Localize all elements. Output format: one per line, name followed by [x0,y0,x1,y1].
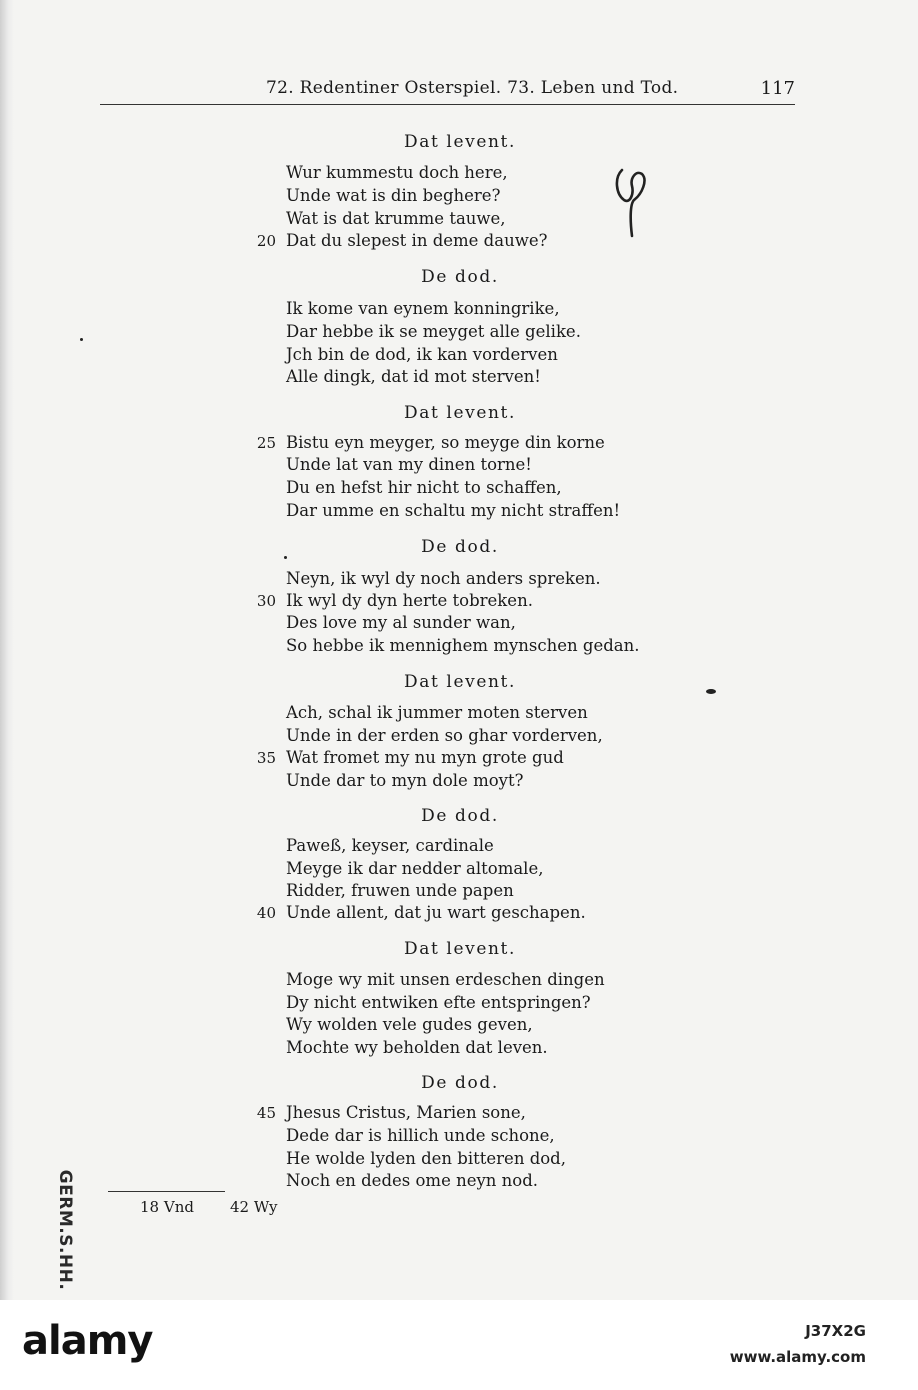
library-stamp-text: GERM.S.HH. [55,1169,75,1291]
verse-line: Unde in der erden so ghar vorderven, [286,726,603,745]
footnote: 42 Wy [230,1198,278,1216]
speaker-heading: Dat levent. [404,672,516,692]
scan-speck [80,338,83,341]
verse-line: Bistu eyn meyger, so meyge din korne [286,433,605,452]
footnote: 18 Vnd [140,1198,194,1216]
binding-edge [0,0,14,1300]
verse-line: Jch bin de dod, ik kan vorderven [286,345,558,364]
verse-line: Noch en dedes ome neyn nod. [286,1171,539,1190]
verse-line: So hebbe ik mennighem mynschen gedan. [286,636,640,655]
verse-line: Dar umme en schaltu my nicht straffen! [286,501,621,520]
verse-line: Wur kummestu doch here, [286,163,508,182]
speaker-heading: De dod. [421,267,499,287]
running-title: 72. Redentiner Osterspiel. 73. Leben und Tod. [266,78,679,98]
image-id: J37X2G [805,1322,866,1340]
stock-footer [0,1300,918,1390]
stock-url: www.alamy.com [729,1348,866,1366]
speaker-heading: Dat levent. [404,132,516,152]
speaker-heading: Dat levent. [404,403,516,423]
handwritten-annotation [612,164,652,240]
stock-logo: alamy [22,1318,153,1364]
verse-line: Dede dar is hillich unde schone, [286,1126,555,1145]
verse-line: Ik wyl dy dyn herte tobreken. [286,591,533,610]
footnote-rule [108,1191,225,1192]
page-number: 117 [760,78,795,99]
verse-line: Unde wat is din beghere? [286,186,501,205]
verse-line: Unde lat van my dinen torne! [286,455,532,474]
verse-line: Dat du slepest in deme dauwe? [286,231,548,250]
library-stamp [52,1160,78,1300]
verse-line: Wat is dat krumme tauwe, [286,209,506,228]
verse-line: Wat fromet my nu myn grote gud [286,748,564,767]
verse-line: Jhesus Cristus, Marien sone, [286,1103,526,1122]
line-number: 25 [256,434,276,452]
line-number: 35 [256,749,276,767]
line-number: 40 [256,904,276,922]
verse-line: Mochte wy beholden dat leven. [286,1038,548,1057]
line-number: 45 [256,1104,276,1122]
verse-line: Moge wy mit unsen erdeschen dingen [286,970,605,989]
verse-line: Wy wolden vele gudes geven, [286,1015,533,1034]
speaker-heading: De dod. [421,806,499,826]
verse-line: Paweß, keyser, cardinale [286,836,494,855]
verse-line: Dar hebbe ik se meyget alle gelike. [286,322,581,341]
verse-line: He wolde lyden den bitteren dod, [286,1149,566,1168]
verse-line: Du en hefst hir nicht to schaffen, [286,478,562,497]
running-header [100,72,795,105]
speaker-heading: De dod. [421,537,499,557]
verse-line: Des love my al sunder wan, [286,613,516,632]
verse-line: Neyn, ik wyl dy noch anders spreken. [286,569,601,588]
verse-line: Ridder, fruwen unde papen [286,881,514,900]
line-number: 20 [256,232,276,250]
verse-line: Ach, schal ik jummer moten sterven [286,703,588,722]
line-number: 30 [256,592,276,610]
speaker-heading: De dod. [421,1073,499,1093]
speaker-heading: Dat levent. [404,939,516,959]
verse-line: Alle dingk, dat id mot sterven! [286,367,541,386]
scan-speck [706,689,716,694]
verse-line: Ik kome van eynem konningrike, [286,299,560,318]
verse-line: Unde allent, dat ju wart geschapen. [286,903,586,922]
verse-line: Dy nicht entwiken efte entspringen? [286,993,591,1012]
verse-line: Meyge ik dar nedder altomale, [286,859,544,878]
verse-line: Unde dar to myn dole moyt? [286,771,524,790]
scan-speck [284,556,287,559]
